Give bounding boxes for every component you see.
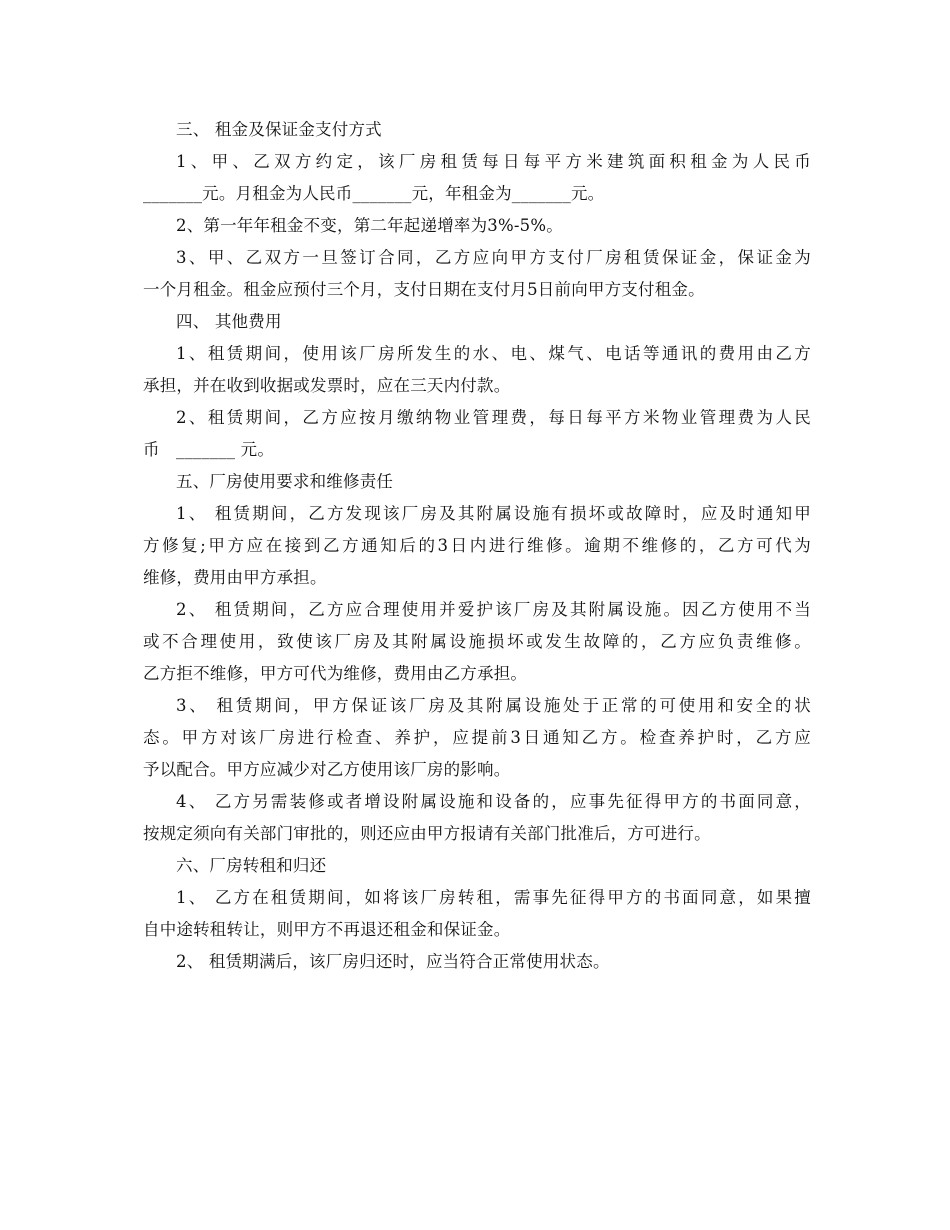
document-line: 维修，费用由甲方承担。 [143, 568, 327, 587]
document-line: 自中途转租转让，则甲方不再退还租金和保证金。 [143, 920, 511, 939]
document-line: 4、 乙方另需装修或者增设附属设施和设备的，应事先征得甲方的书面同意， [176, 792, 811, 811]
document-line: 3、甲、乙双方一旦签订合同，乙方应向甲方支付厂房租赁保证金，保证金为 [176, 248, 811, 267]
document-line: 或不合理使用，致使该厂房及其附属设施损坏或发生故障的，乙方应负责维修。 [143, 632, 811, 651]
document-line: 币 _______ 元。 [143, 440, 275, 459]
document-line: 予以配合。甲方应减少对乙方使用该厂房的影响。 [143, 760, 511, 779]
document-line: 承担，并在收到收据或发票时，应在三天内付款。 [143, 376, 511, 395]
document-line: 按规定须向有关部门审批的，则还应由甲方报请有关部门批准后，方可进行。 [143, 824, 711, 843]
document-line: 乙方拒不维修，甲方可代为维修，费用由乙方承担。 [143, 664, 528, 683]
document-line: 1、 乙方在租赁期间，如将该厂房转租，需事先征得甲方的书面同意，如果擅 [176, 888, 811, 907]
document-line: 四、 其他费用 [176, 312, 282, 331]
document-line: 2、 租赁期间，乙方应合理使用并爱护该厂房及其附属设施。因乙方使用不当 [176, 600, 811, 619]
document-line: 1、甲、乙双方约定，该厂房租赁每日每平方米建筑面积租金为人民币 [176, 152, 811, 171]
document-line: 2、第一年年租金不变，第二年起递增率为3%-5%。 [176, 216, 563, 235]
document-line: 方修复;甲方应在接到乙方通知后的3日内进行维修。逾期不维修的，乙方可代为 [143, 536, 811, 555]
document-line: 六、厂房转租和归还 [176, 856, 327, 875]
document-line: 1、 租赁期间，乙方发现该厂房及其附属设施有损坏或故障时，应及时通知甲 [176, 504, 811, 523]
document-body [143, 114, 811, 978]
document-line: 2、 租赁期满后，该厂房归还时，应当符合正常使用状态。 [176, 952, 610, 971]
document-line: 三、 租金及保证金支付方式 [176, 120, 382, 139]
document-line: _______元。月租金为人民币_______元，年租金为_______元。 [143, 184, 605, 203]
document-line: 1、租赁期间，使用该厂房所发生的水、电、煤气、电话等通讯的费用由乙方 [176, 344, 811, 363]
document-line: 2、租赁期间，乙方应按月缴纳物业管理费，每日每平方米物业管理费为人民 [176, 408, 811, 427]
document-line: 态。甲方对该厂房进行检查、养护，应提前3日通知乙方。检查养护时，乙方应 [143, 728, 811, 747]
document-line: 3、 租赁期间，甲方保证该厂房及其附属设施处于正常的可使用和安全的状 [176, 696, 811, 715]
document-line: 一个月租金。租金应预付三个月，支付日期在支付月5日前向甲方支付租金。 [143, 280, 705, 299]
document-line: 五、厂房使用要求和维修责任 [176, 472, 394, 491]
